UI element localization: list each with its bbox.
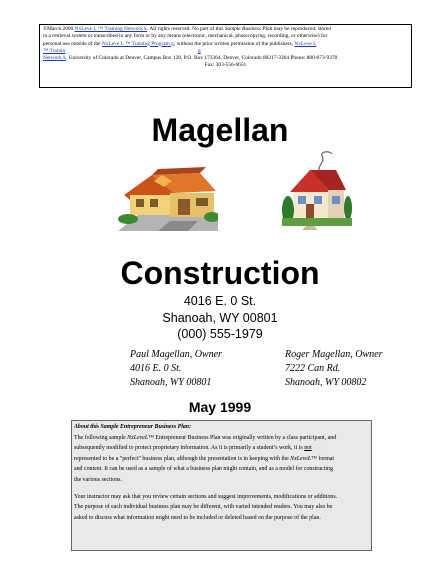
plan-date: May 1999 [188, 399, 252, 415]
network-link[interactable]: Network k [43, 55, 66, 62]
owner-2-street: 7222 Can Rd. [285, 363, 341, 374]
sample-business-plan-text: Sample Business Plan [224, 26, 273, 32]
about-p1-line-5: the various sections. [74, 476, 122, 483]
about-text: subsequently modified to protect proprietary information. As it is primarily a student’s work, it is [74, 445, 305, 452]
copyright-line-5 [43, 55, 408, 62]
copyright-address: , University of Colorado at Denver, Campus Box 128, P.O. Box 173364, Denver, Colorado 80217-3364 Phone: 800-873-9378 [65, 55, 338, 62]
copyright-notice [39, 24, 412, 88]
about-text: represented to be a "perfect" business plan, although the presentation is in keeping with the [74, 455, 291, 462]
about-text: ™ Entrepreneur Business Plan was originally written by a class participant, and [148, 434, 337, 441]
about-sample-box [71, 420, 372, 551]
owner-2 [285, 348, 383, 390]
about-p2-line-3: asked to discuss what information might need to be included or deleted based on the purpose of the plan. [74, 514, 321, 521]
nxlevel-program-link[interactable]: NxLeve L ™ Training Program g [101, 40, 174, 47]
company-phone: (000) 555-1979 [177, 327, 263, 341]
about-text: The following sample [74, 434, 128, 441]
about-text: ™ format [311, 455, 335, 462]
owner-1-name: Paul Magellan, Owner [130, 349, 222, 360]
company-city: Shanoah, WY 00801 [162, 311, 278, 325]
owner-2-name: Roger Magellan, Owner [285, 349, 383, 360]
company-street: 4016 E. 0 St. [183, 294, 257, 308]
about-p1-line-4: and content. It can be used as a sample of what a business plan might contain, and as a model for constructing [74, 466, 333, 473]
company-name-bottom: Construction [120, 255, 320, 291]
cottage-image [282, 150, 352, 230]
owner-2-city: Shanoah, WY 00802 [285, 377, 367, 388]
nxlevel-link[interactable]: NxLeve L [294, 40, 317, 47]
owner-1-street: 4016 E. 0 St. [130, 363, 182, 374]
about-p2-line-1: Your instructor may ask that you review certain sections and suggest improvements, modifications or additions. [74, 493, 338, 500]
about-heading: About this Sample Entrepreneur Business Plan: [74, 424, 192, 430]
copyright-date: ©March 2000 [43, 26, 74, 32]
about-p1-line-2 [74, 443, 369, 454]
owner-1-city: Shanoah, WY 00801 [130, 377, 212, 388]
about-p1-line-1 [74, 433, 369, 444]
owner-1 [130, 348, 222, 390]
about-p2-line-2: The purpose of each individual business plan may be different, with varied intended readers. You may also be [74, 504, 333, 511]
copyright-line-3 [43, 41, 408, 48]
copyright-fax: Fax: 303-556-6651 [204, 62, 247, 69]
nxlevel-text: NxLeveL [127, 434, 149, 441]
copyright-line-4 [43, 48, 408, 55]
training-link-g[interactable]: g [197, 47, 201, 54]
about-p1-line-3 [74, 454, 369, 465]
nxlevel-network-link[interactable]: NxLeve L ™ Training Network k [74, 26, 147, 32]
training-link[interactable]: ™ Trainin [43, 47, 66, 54]
ranch-house-image [118, 165, 218, 231]
copyright-text: personal use outside of the [43, 40, 101, 47]
copyright-text: . All rights reserved. No part of this [146, 26, 225, 32]
copyright-text: may be reproduced, stored [272, 26, 331, 32]
copyright-line-2: in a retrieval system or transcribed in any form or by any means (electronic, mechanical, photocopying, recording, or otherwise) for [43, 33, 328, 40]
copyright-text: , without the prior written permission of the publishers, [173, 40, 294, 47]
copyright-line-1 [43, 26, 408, 33]
nxlevel-text: NxLeveL [290, 455, 312, 462]
company-name-top: Magellan [151, 112, 289, 148]
not-emphasis: not [304, 445, 312, 452]
